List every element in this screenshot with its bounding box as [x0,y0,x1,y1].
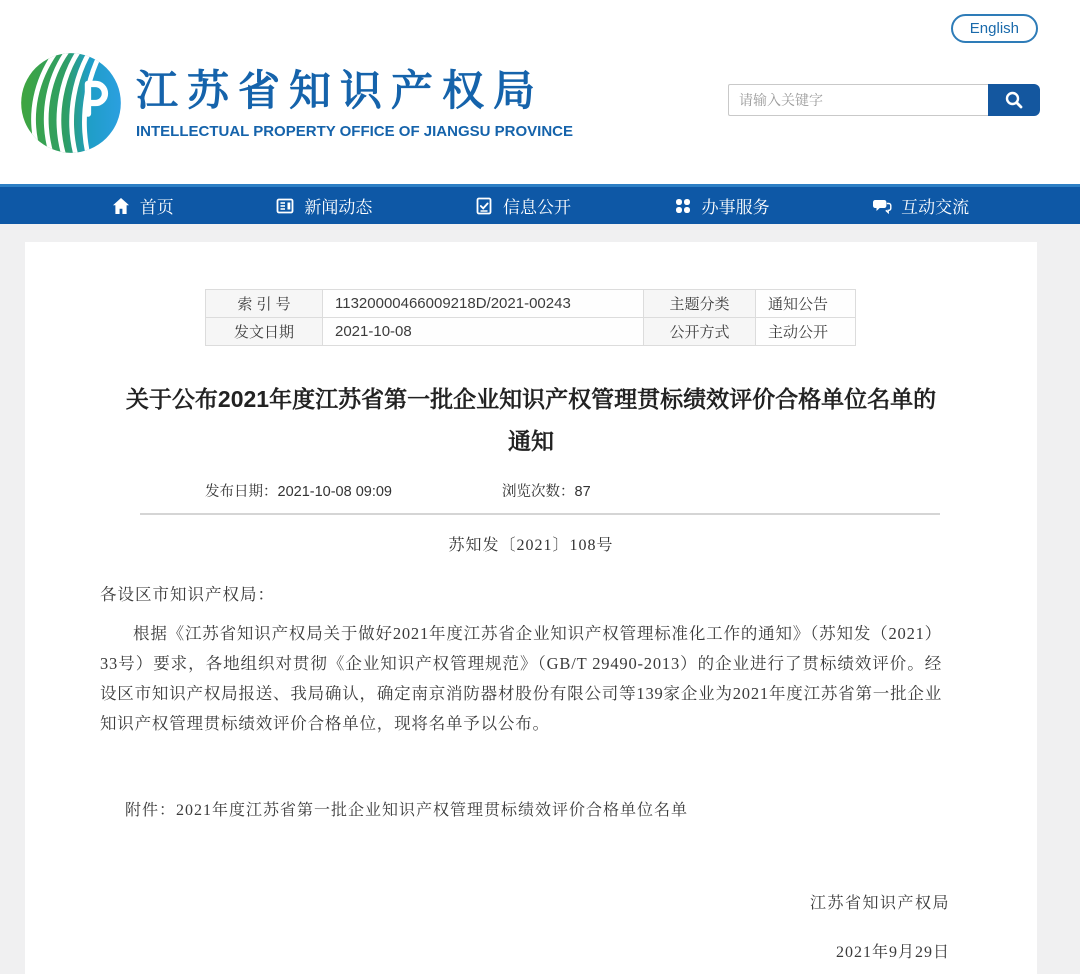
nav-item-info-disclosure[interactable] [474,193,571,218]
meta-label-disclosure-method: 公开方式 [644,318,756,346]
search-icon [1003,89,1025,111]
document-number: 苏知发〔2021〕108号 [448,537,614,554]
site-header [0,0,1080,184]
search-bar [728,84,1040,116]
publish-date-value: 2021-10-08 09:09 [277,484,392,500]
attachment-line: 附件：2021年度江苏省第一批企业知识产权管理贯标绩效评价合格单位名单 [125,802,689,819]
english-language-button[interactable]: English [951,14,1038,43]
search-button[interactable] [988,84,1040,116]
page-title-line2: 通知 [508,428,554,454]
table-row [206,318,856,346]
publish-date-label: 发布日期： [205,484,278,500]
main-nav [0,184,1080,224]
nav-label: 互动交流 [901,198,970,217]
meta-label-index-number: 索 引 号 [206,290,323,318]
site-subtitle: INTELLECTUAL PROPERTY OFFICE OF JIANGSU PROVINCE [136,122,573,140]
site-logo-icon [18,50,124,156]
view-count-value: 87 [574,484,591,500]
nav-item-services[interactable] [673,193,770,218]
divider [140,513,940,515]
nav-item-interaction[interactable] [871,193,969,218]
nav-label: 首页 [139,198,174,217]
salutation: 各设区市知识产权局： [100,585,275,604]
article-card [25,242,1037,974]
page-title-line1: 关于公布2021年度江苏省第一批企业知识产权管理贯标绩效评价合格单位名单的 [125,386,937,412]
site-title: 江苏省知识产权局 [136,67,545,115]
table-row [206,290,856,318]
meta-value-disclosure-method: 主动公开 [756,318,856,346]
meta-value-issue-date: 2021-10-08 [323,318,644,346]
services-icon [673,196,693,216]
article-meta-line [205,480,1037,500]
page-title [25,378,1037,462]
document-meta-table [205,242,1037,346]
nav-label: 办事服务 [701,198,770,217]
search-input[interactable] [728,84,988,116]
nav-item-home[interactable] [111,193,174,218]
content-background [0,242,1080,974]
nav-label: 信息公开 [502,198,571,217]
body-paragraph: 根据《江苏省知识产权局关于做好2021年度江苏省企业知识产权管理标准化工作的通知》（苏知发（2021）33号）要求，各地组织对贯彻《企业知识产权管理规范》（GB/T 29490-2013）的企业进行了贯标绩效评价。经设区市知识产权局报送、我局确认，确定南京消防器材股份有限公司等139家企业为2021年度江苏省第一批企业知识产权管理贯标绩效评价合格单位，现将名单予以公布。 [100,624,942,733]
nav-item-news[interactable] [275,193,372,218]
meta-value-topic-category: 通知公告 [756,290,856,318]
interaction-icon [871,196,892,216]
nav-label: 新闻动态 [304,198,373,217]
view-count [502,480,591,500]
news-icon [275,196,295,216]
issuer-signature: 江苏省知识产权局 [809,895,950,912]
view-count-label: 浏览次数： [502,484,575,500]
home-icon [111,196,131,216]
info-disclosure-icon [474,196,494,216]
meta-label-issue-date: 发文日期 [206,318,323,346]
publish-date [205,480,392,500]
meta-value-index-number: 11320000466009218D/2021-00243 [323,290,644,318]
site-brand[interactable] [18,50,573,156]
brand-text [136,66,573,139]
meta-label-topic-category: 主题分类 [644,290,756,318]
signature-date: 2021年9月29日 [835,944,950,961]
